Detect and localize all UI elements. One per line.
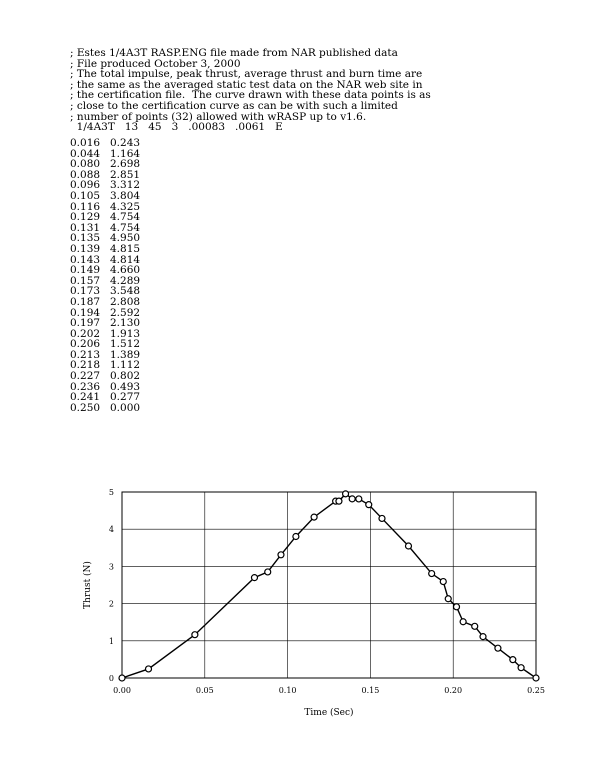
time-value: 0.173 xyxy=(70,285,101,298)
time-value: 0.116 xyxy=(70,200,101,213)
plot-area xyxy=(122,492,536,678)
y-tick-label: 3 xyxy=(108,562,114,572)
x-tick-label: 0.15 xyxy=(361,686,380,695)
time-value: 0.135 xyxy=(70,232,101,245)
thrust-value: 2.698 xyxy=(110,158,141,171)
comment-line: ; close to the certification curve as can be with such a limited xyxy=(70,99,398,112)
data-point xyxy=(145,666,151,672)
time-value: 0.202 xyxy=(70,327,101,340)
thrust-value: 3.312 xyxy=(110,179,141,192)
x-tick-label: 0.05 xyxy=(195,686,214,695)
y-tick-label: 0 xyxy=(108,674,114,683)
thrust-value: 2.808 xyxy=(110,295,141,308)
data-point xyxy=(311,514,317,520)
y-tick-label: 1 xyxy=(108,636,114,646)
data-point xyxy=(440,579,446,585)
thrust-value: 0.243 xyxy=(110,137,141,149)
thrust-value: 4.815 xyxy=(110,242,141,255)
time-value: 0.044 xyxy=(70,147,101,160)
time-value: 0.105 xyxy=(70,189,101,202)
thrust-value: 4.950 xyxy=(110,232,141,245)
time-value: 0.080 xyxy=(70,158,101,171)
data-point xyxy=(495,645,501,651)
data-point xyxy=(518,665,524,671)
thrust-value: 3.548 xyxy=(110,285,141,298)
data-point xyxy=(356,496,362,502)
thrust-value: 4.325 xyxy=(110,200,141,213)
x-axis-label: Time (Sec) xyxy=(304,708,354,718)
data-point xyxy=(366,502,372,508)
time-value: 0.139 xyxy=(70,242,101,255)
thrust-value: 1.164 xyxy=(110,147,141,160)
x-tick-label: 0.00 xyxy=(113,686,131,695)
data-point xyxy=(343,491,349,497)
data-point xyxy=(454,604,460,610)
data-point xyxy=(293,533,299,539)
thrust-value: 4.754 xyxy=(110,211,141,224)
x-tick-label: 0.10 xyxy=(278,686,297,695)
comment-line: ; the certification file. The curve drawn with these data points is as xyxy=(70,89,431,102)
comment-line: ; The total impulse, peak thrust, average thrust and burn time are xyxy=(70,68,423,81)
data-point xyxy=(251,575,257,581)
time-value: 0.206 xyxy=(70,338,101,351)
time-value: 0.016 xyxy=(70,137,101,149)
time-value: 0.157 xyxy=(70,274,101,287)
data-point xyxy=(472,623,478,629)
comment-line: ; File produced October 3, 2000 xyxy=(70,57,241,70)
time-value: 0.129 xyxy=(70,211,101,224)
time-value: 0.236 xyxy=(70,380,101,393)
time-value: 0.143 xyxy=(70,253,101,266)
data-point xyxy=(349,496,355,502)
thrust-value: 1.512 xyxy=(110,338,141,351)
time-value: 0.149 xyxy=(70,264,101,277)
time-value: 0.250 xyxy=(70,401,101,414)
comment-line: ; number of points (32) allowed with wRASP up to v1.6. xyxy=(70,110,367,123)
thrust-value: 4.289 xyxy=(110,274,141,287)
thrust-value: 0.802 xyxy=(110,370,141,383)
thrust-value: 4.660 xyxy=(110,264,141,277)
data-point xyxy=(265,569,271,575)
data-point xyxy=(278,552,284,558)
time-value: 0.187 xyxy=(70,295,101,308)
time-value: 0.227 xyxy=(70,370,101,383)
thrust-value: 2.130 xyxy=(110,317,141,330)
time-value: 0.241 xyxy=(70,391,101,404)
data-point xyxy=(460,619,466,625)
comment-line: ; the same as the averaged static test data on the NAR web site in xyxy=(70,78,423,91)
time-value: 0.218 xyxy=(70,359,101,372)
thrust-value: 4.754 xyxy=(110,221,141,234)
y-axis-label: Thrust (N) xyxy=(83,561,93,609)
data-point xyxy=(429,571,435,577)
time-value: 0.194 xyxy=(70,306,101,319)
motor-spec-line: 1/4A3T 13 45 3 .00083 .0061 E xyxy=(70,121,283,134)
thrust-value: 0.493 xyxy=(110,380,141,393)
thrust-value: 3.804 xyxy=(110,189,141,202)
thrust-value: 1.112 xyxy=(110,359,141,372)
data-point xyxy=(445,596,451,602)
time-value: 0.213 xyxy=(70,348,101,361)
data-point xyxy=(119,675,125,681)
data-point xyxy=(533,675,539,681)
comment-line: ; Estes 1/4A3T RASP.ENG file made from NAR published data xyxy=(70,47,398,59)
thrust-value: 1.389 xyxy=(110,348,141,361)
time-value: 0.197 xyxy=(70,317,101,330)
x-tick-label: 0.20 xyxy=(444,686,463,695)
thrust-value: 0.277 xyxy=(110,391,141,404)
time-value: 0.088 xyxy=(70,168,101,181)
thrust-value: 2.851 xyxy=(110,168,141,181)
y-tick-label: 4 xyxy=(108,525,114,535)
data-point xyxy=(510,657,516,663)
thrust-value: 4.814 xyxy=(110,253,141,266)
time-value: 0.096 xyxy=(70,179,101,192)
data-point xyxy=(480,634,486,640)
x-tick-label: 0.25 xyxy=(527,686,545,695)
data-point xyxy=(405,543,411,549)
data-point xyxy=(192,632,198,638)
time-value: 0.131 xyxy=(70,221,101,234)
thrust-value: 1.913 xyxy=(110,327,141,340)
data-point xyxy=(379,515,385,521)
thrust-value: 0.000 xyxy=(110,401,141,414)
y-tick-label: 5 xyxy=(108,488,114,497)
y-tick-label: 2 xyxy=(108,599,114,609)
data-point xyxy=(336,498,342,504)
thrust-value: 2.592 xyxy=(110,306,141,319)
